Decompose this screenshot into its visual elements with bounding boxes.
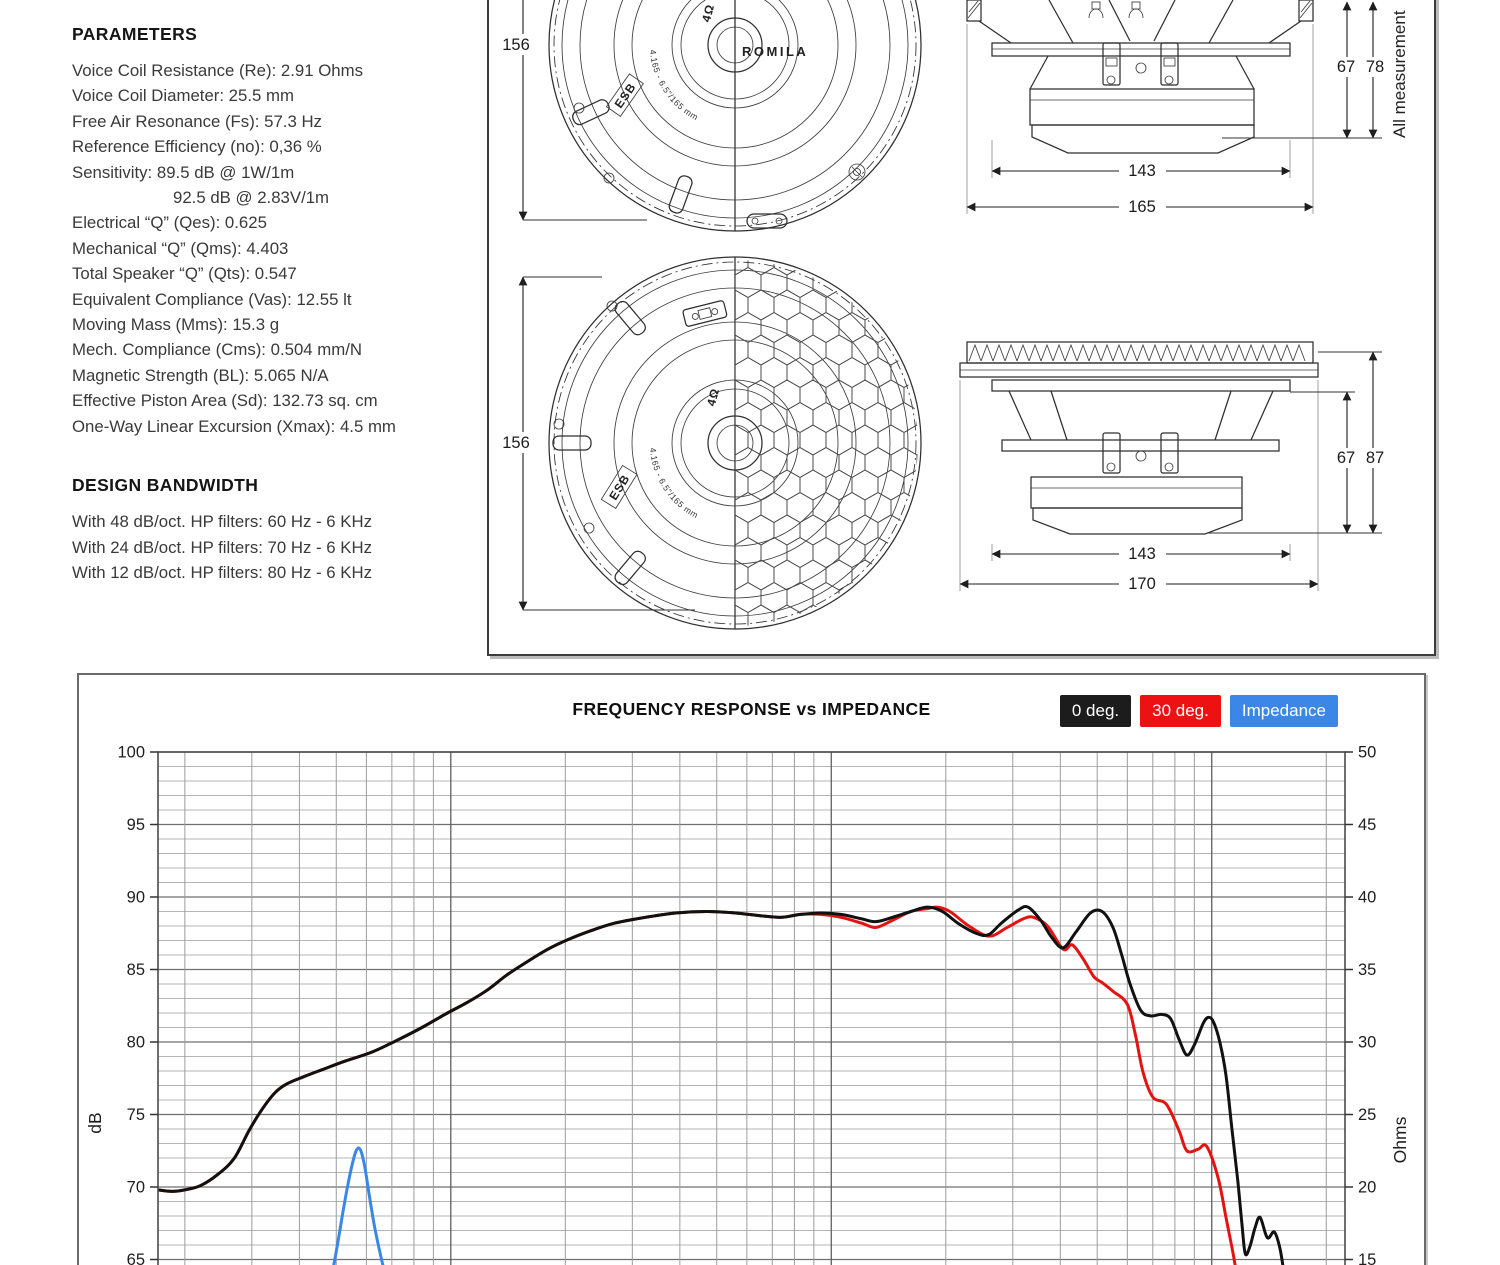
- svg-text:165: 165: [1128, 198, 1156, 216]
- spec-line: Sensitivity: 89.5 dB @ 1W/1m: [72, 162, 295, 182]
- curve-30-deg: [158, 907, 1238, 1265]
- dimension-143-top: [992, 160, 1290, 181]
- legend-badge-30-deg[interactable]: 30 deg.: [1140, 695, 1221, 727]
- grille-edge-pattern: [969, 345, 1305, 361]
- curve-impedance: [333, 1148, 386, 1265]
- esb-logo: [601, 465, 637, 508]
- svg-text:156: 156: [502, 434, 530, 452]
- spec-line: Mech. Compliance (Cms): 0.504 mm/N: [72, 340, 363, 360]
- cone-marking-text: 4.165 - 6.5"/165 mm: [647, 49, 701, 123]
- bandwidth-title: DESIGN BANDWIDTH: [72, 475, 259, 496]
- svg-text:30: 30: [1358, 1033, 1377, 1052]
- svg-text:40: 40: [1358, 888, 1377, 907]
- spec-line: Voice Coil Resistance (Re): 2.91 Ohms: [72, 61, 363, 80]
- y-axis-left-label: dB: [85, 1112, 105, 1134]
- svg-text:143: 143: [1128, 545, 1156, 563]
- screw-icon: [849, 164, 865, 180]
- chart-title: FREQUENCY RESPONSE vs IMPEDANCE: [572, 699, 931, 719]
- frequency-response-chart-panel: [77, 673, 1426, 1265]
- side-view-drawing-bottom: [960, 342, 1389, 594]
- svg-text:80: 80: [126, 1033, 145, 1052]
- svg-text:78: 78: [1365, 58, 1385, 76]
- svg-text:90: 90: [126, 888, 145, 907]
- svg-text:ESB: ESB: [611, 80, 640, 111]
- impedance-marking: 4Ω: [699, 2, 718, 24]
- svg-text:67: 67: [1336, 58, 1356, 76]
- frequency-response-chart: [79, 675, 1420, 1265]
- dimension-67-87: [1207, 352, 1389, 533]
- spec-line: Total Speaker “Q” (Qts): 0.547: [72, 264, 297, 284]
- front-view-grille-drawing: [496, 245, 943, 650]
- y-axis-right-label: Ohms: [1390, 1116, 1410, 1164]
- terminal-connector: [747, 214, 787, 228]
- svg-text:50: 50: [1358, 743, 1377, 762]
- svg-text:170: 170: [1128, 575, 1156, 593]
- front-view-drawing: [496, 0, 921, 231]
- spec-line: Magnetic Strength (BL): 5.065 N/A: [72, 365, 329, 385]
- spec-line: With 12 dB/oct. HP filters: 80 Hz - 6 KHz: [72, 562, 372, 582]
- svg-text:65: 65: [126, 1251, 145, 1265]
- svg-text:95: 95: [126, 816, 145, 834]
- impedance-marking: 4Ω: [704, 386, 723, 408]
- dimension-165: [967, 196, 1313, 217]
- spec-line: Mechanical “Q” (Qms): 4.403: [72, 238, 289, 258]
- dimension-143-bottom: [992, 543, 1290, 564]
- honeycomb-grille: [722, 245, 943, 650]
- svg-text:15: 15: [1358, 1251, 1377, 1265]
- spec-line: Effective Piston Area (Sd): 132.73 sq. cm: [72, 391, 378, 411]
- legend-badge-0-deg[interactable]: 0 deg.: [1060, 695, 1131, 727]
- spec-line: One-Way Linear Excursion (Xmax): 4.5 mm: [72, 416, 396, 436]
- dimension-156-top: [496, 0, 647, 220]
- svg-text:25: 25: [1358, 1106, 1377, 1124]
- svg-text:70: 70: [126, 1178, 145, 1197]
- technical-drawings: [489, 0, 1430, 650]
- specs-section: [72, 24, 512, 585]
- spec-line: Equivalent Compliance (Vas): 12.55 lt: [72, 289, 352, 309]
- dimension-170: [960, 573, 1318, 594]
- svg-text:35: 35: [1358, 961, 1377, 979]
- spec-line: With 24 dB/oct. HP filters: 70 Hz - 6 KHz: [72, 537, 372, 557]
- dimension-156-bottom: [496, 277, 695, 610]
- parameters-list: [72, 58, 512, 439]
- dimension-67-78: [1222, 2, 1389, 138]
- spec-line: Reference Efficiency (no): 0,36 %: [72, 137, 322, 157]
- esb-logo: [606, 74, 643, 117]
- legend-badge-impedance[interactable]: Impedance: [1230, 695, 1338, 727]
- brand-logo-text: ROMILA: [742, 44, 809, 59]
- svg-text:ESB: ESB: [606, 471, 633, 503]
- measurement-note: All measurement: [1390, 10, 1409, 138]
- spec-line: Voice Coil Diameter: 25.5 mm: [72, 86, 294, 106]
- side-view-drawing-top: [967, 0, 1389, 217]
- svg-text:156: 156: [502, 36, 530, 54]
- svg-text:20: 20: [1358, 1178, 1377, 1197]
- spec-line: With 48 dB/oct. HP filters: 60 Hz - 6 KHz: [72, 512, 372, 532]
- technical-drawings-panel: [487, 0, 1436, 656]
- parameters-title: PARAMETERS: [72, 24, 198, 44]
- svg-text:143: 143: [1128, 162, 1156, 180]
- spec-line: Moving Mass (Mms): 15.3 g: [72, 315, 280, 335]
- cone-marking-text: 4.165 - 6.5"/165 mm: [647, 447, 701, 521]
- svg-text:85: 85: [126, 961, 145, 979]
- svg-text:87: 87: [1365, 449, 1385, 467]
- svg-text:67: 67: [1336, 449, 1356, 467]
- bandwidth-list: [72, 509, 512, 585]
- svg-text:100: 100: [117, 743, 145, 762]
- spec-line: Free Air Resonance (Fs): 57.3 Hz: [72, 111, 322, 131]
- spec-line: Electrical “Q” (Qes): 0.625: [72, 213, 267, 233]
- svg-text:75: 75: [126, 1106, 145, 1124]
- spec-line: 92.5 dB @ 2.83V/1m: [173, 188, 330, 208]
- svg-text:45: 45: [1358, 816, 1377, 834]
